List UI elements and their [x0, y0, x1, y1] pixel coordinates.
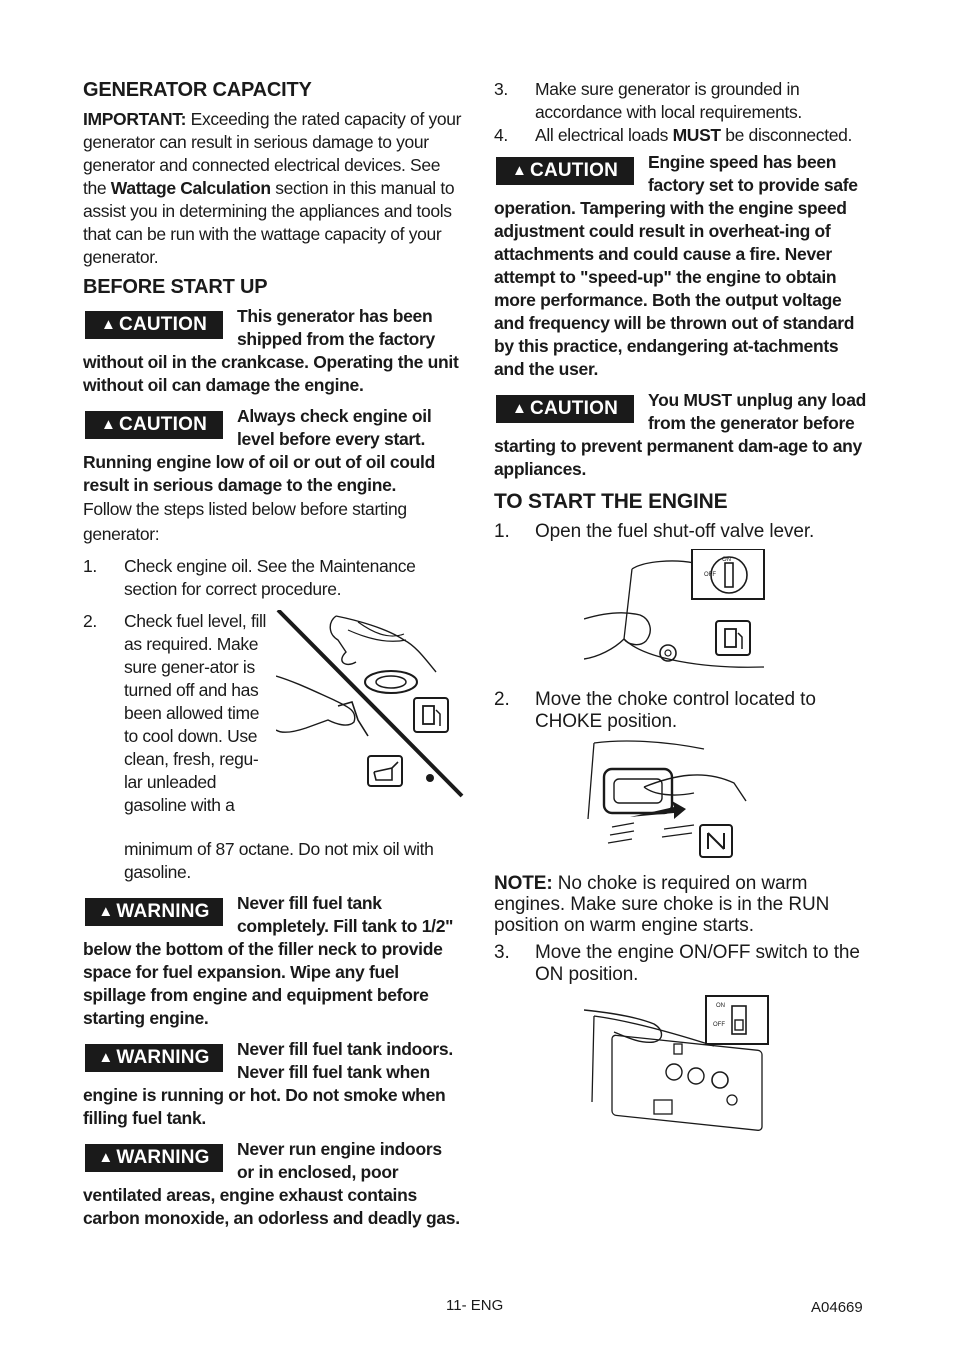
start-step-1: 1. Open the fuel shut-off valve lever. [494, 521, 815, 542]
alert-triangle-icon: ▲ [98, 1149, 114, 1166]
valve-on-label: ON [722, 557, 731, 563]
prestart-steps-list [83, 555, 463, 884]
on-off-switch-illustration [584, 992, 784, 1132]
caution-oil-check-text: Always check engine oil level before every start. Running engine low of oil or out of oil could result in serious damage to the engine. [83, 406, 436, 495]
start-engine-steps-2 [494, 689, 872, 733]
fuel-fill-illustration [276, 610, 466, 800]
alert-triangle-icon: ▲ [101, 416, 117, 433]
warning-fuel-indoors-text: Never fill fuel tank indoors. Never fill fuel tank when engine is running or hot. Do not smoke when filling fuel tank. [83, 1039, 453, 1128]
warning-badge: ▲ WARNING [85, 898, 223, 926]
important-text-2: section in this manual to assist you in determining the appliances and tools that can be run with the wattage capacity of your generator. [83, 178, 455, 267]
warning-fuel-indoors [83, 1038, 463, 1130]
caution-oil-shipped-text: This generator has been shipped from the factory without oil in the crankcase. Operating the unit without oil can damage the engine. [83, 306, 459, 395]
note-text: No choke is required on warm engines. Make sure choke is in the RUN position on warm engine starts. [494, 873, 830, 936]
prestart-step-1: 1. Check engine oil. See the Maintenance section for correct procedure. [83, 556, 416, 599]
caution-badge: ▲ CAUTION [496, 395, 634, 423]
start-step-2: 2. Move the choke control located to CHOKE position. [494, 689, 816, 732]
switch-off-label: OFF [713, 1022, 725, 1028]
caution-badge: ▲ CAUTION [85, 411, 223, 439]
follow-steps-text: Follow the steps listed below before starting generator: [83, 499, 407, 544]
important-label: IMPORTANT: [83, 109, 187, 129]
alert-triangle-icon: ▲ [512, 162, 528, 179]
start-step-3: 3. Move the engine ON/OFF switch to the ON position. [494, 942, 860, 985]
alert-triangle-icon: ▲ [512, 400, 528, 417]
caution-badge: ▲ CAUTION [496, 157, 634, 185]
note-paragraph [494, 873, 872, 936]
switch-on-label: ON [716, 1003, 725, 1009]
caution-oil-shipped [83, 305, 463, 397]
caution-oil-check [83, 405, 463, 497]
warning-carbon-monoxide-text: Never run engine indoors or in enclosed, poor ventilated areas, engine exhaust contains carbon monoxide, an odorless and deadly gas. [83, 1139, 460, 1228]
warning-fuel-expansion [83, 892, 463, 1030]
left-column [83, 78, 463, 1238]
fuel-valve-illustration [584, 549, 774, 679]
warning-badge: ▲ WARNING [85, 1144, 223, 1172]
valve-off-label: OFF [704, 572, 716, 578]
warning-fuel-expansion-text: Never fill fuel tank completely. Fill tank to 1/2" below the bottom of the filler neck to provide space for fuel expansion. Wipe any fuel spillage from engine and equipment before starting engine. [83, 893, 454, 1028]
start-engine-steps [494, 521, 872, 543]
start-engine-steps-3 [494, 942, 872, 986]
alert-triangle-icon: ▲ [98, 1049, 114, 1066]
alert-triangle-icon: ▲ [98, 903, 114, 920]
important-text-1: Exceeding the rated capacity of your generator can result in serious damage to your generator and connected electrical devices. See the [83, 109, 462, 198]
prestart-steps-continued [494, 78, 872, 147]
caution-unplug-load-text: You MUST unplug any load from the generator before starting to prevent permanent dam-age to any appliances. [494, 390, 867, 479]
page-number: 11- ENG [446, 1297, 504, 1314]
document-code: A04669 [811, 1299, 863, 1316]
generator-capacity-heading: GENERATOR CAPACITY [83, 79, 312, 101]
alert-triangle-icon: ▲ [101, 316, 117, 333]
right-column [494, 78, 872, 1142]
note-label: NOTE: [494, 873, 553, 894]
prestart-step-2: 2. Check fuel level, fill as required. Make sure gener-ator is turned off and has been allowed time to cool down. Use clean, fresh, regu-lar unleaded gasoline with a minimum of 87 octane. Do not mix oil with gasoline. [83, 610, 463, 884]
caution-unplug-load [494, 389, 872, 481]
caution-engine-speed [494, 151, 872, 381]
warning-carbon-monoxide [83, 1138, 463, 1230]
important-paragraph [83, 108, 463, 269]
before-start-up-heading: BEFORE START UP [83, 276, 268, 298]
caution-badge: ▲ CAUTION [85, 311, 223, 339]
choke-control-illustration [574, 739, 754, 863]
prestart-step-4: 4. All electrical loads MUST be disconnected. [494, 125, 852, 145]
prestart-step-3: 3. Make sure generator is grounded in accordance with local requirements. [494, 79, 802, 122]
caution-engine-speed-text: Engine speed has been factory set to provide safe operation. Tampering with the engine speed adjustment could result in overheat-ing of attachments and could cause a fire. Never attempt to "speed-up" the engine to obtain more performance. Both the output voltage and frequency will be thrown out of standard by this practice, endangering at-tachments and the user. [494, 152, 858, 379]
wattage-calculation-ref: Wattage Calculation [110, 178, 271, 198]
warning-badge: ▲ WARNING [85, 1044, 223, 1072]
to-start-engine-heading: TO START THE ENGINE [494, 490, 728, 513]
